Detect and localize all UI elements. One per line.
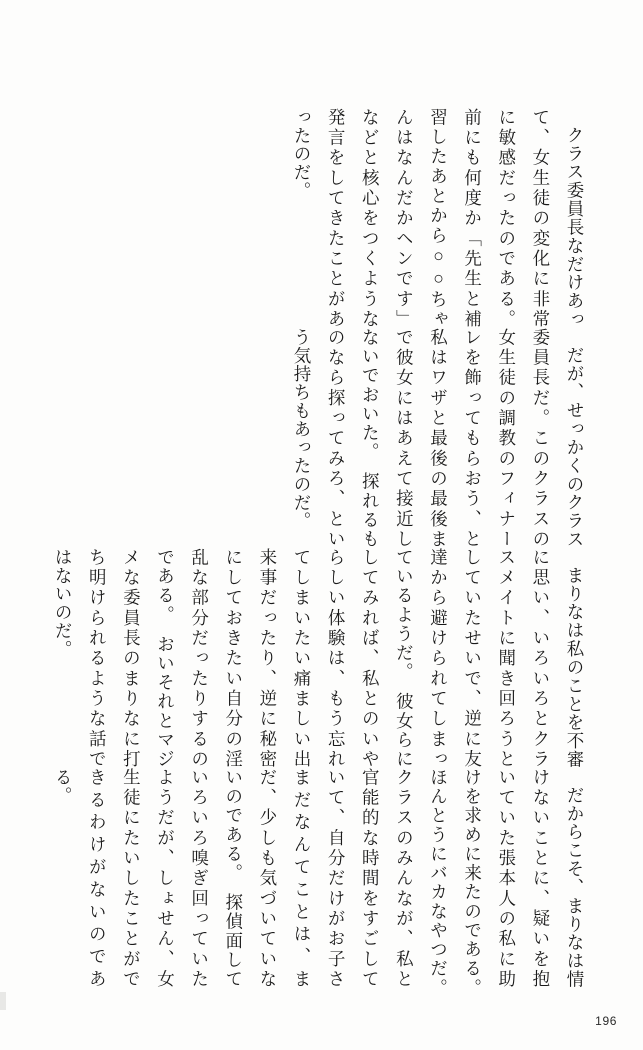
paragraph-1: クラス委員長なだけあって、女生徒の変化に非常に敏感だったのである。前にも何度か「先生と補習したあとから○○ちゃんはなんだかヘンです」などと核心をつくような発言をしてきたことがあったのだ。 bbox=[292, 108, 585, 328]
paragraph-3: まりなは私のことを不審に思い、いろいろとクラスメイトに聞き回ろうとしていたせいで、逆に友達から避けられてしまっているようだ。 彼女らにしてみれば、私とのいやらしい体験は、もう忘れてしまいたい痛ましい出来事だったり、逆に秘密にしておきたい自分の淫乱な部分だったりするのである。 おいそれとマジメな委員長のまりなに打ち明けられるような話ではないのだ。 bbox=[53, 548, 585, 768]
paragraph-4: だからこそ、まりなは情けないことに、疑いを抱いていた張本人の私に助けを求めに来たのである。 ほんとうにバカなやつだ。 クラスのみんなが、私と官能的な時間をすごしていて、自分だけがお子さまだなんてことは、まだ、少しも気づいていないのである。 探偵面していろいろ嗅ぎ回っていたようだが、しょせん、女生徒にたいしたことができるわけがないのである。 bbox=[53, 768, 585, 1007]
page-edge-mark bbox=[0, 992, 6, 1010]
page-number: 196 bbox=[595, 1014, 617, 1028]
page-text-body bbox=[53, 108, 592, 1007]
paragraph-2: だが、せっかくのクラス委員長だ。このクラスの女生徒の調教のフィナーレを飾ってもらおう、と私はワザと最後の最後まで彼女にはあえて接近しないでおいた。 探れるものなら探ってみろ、という気持ちもあったのだ。 bbox=[292, 328, 585, 548]
